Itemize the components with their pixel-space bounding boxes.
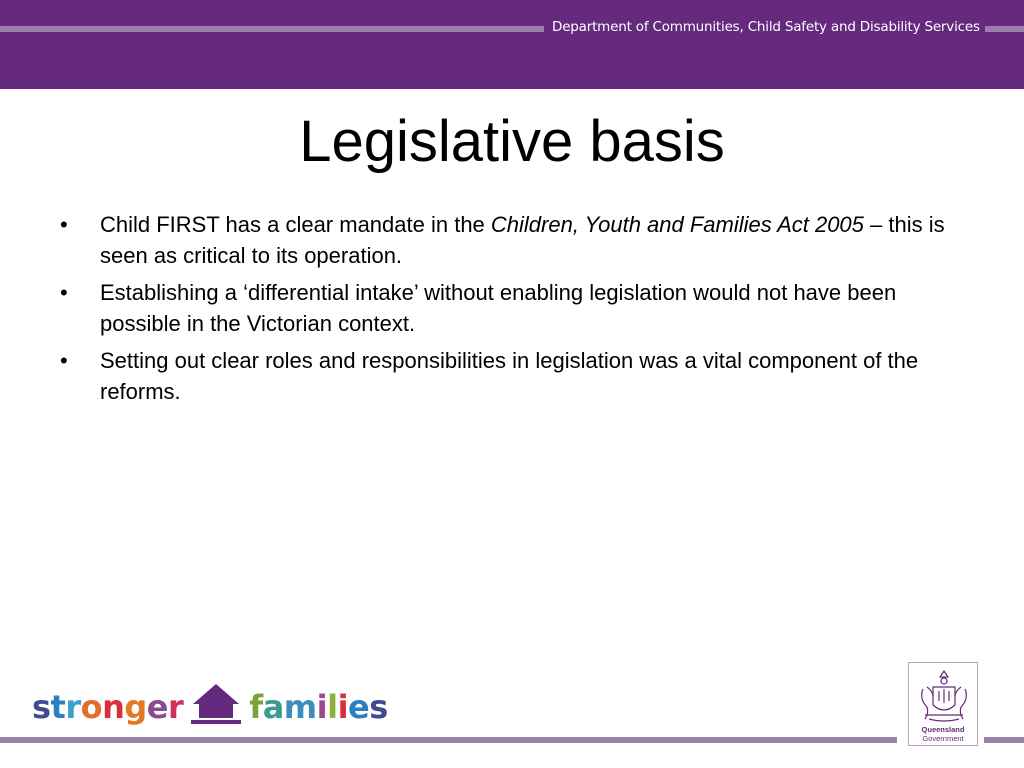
queensland-government-logo — [908, 662, 978, 746]
act-name: Children, Youth and Families Act 2005 — [490, 212, 864, 237]
bullet-item-2 — [60, 277, 980, 339]
header-accent-line — [0, 26, 544, 32]
crest-line-1: Queensland — [921, 725, 965, 734]
header-accent-line-end — [985, 26, 1024, 32]
house-icon — [191, 682, 241, 726]
footer-accent-line-end — [984, 737, 1024, 743]
stronger-families-logo — [32, 678, 388, 728]
bullet-list — [60, 209, 980, 413]
bullet-text: Setting out clear roles and responsibilities in legislation was a vital component of the reforms. — [100, 348, 919, 404]
footer-accent-line — [0, 737, 897, 743]
bullet-text-part: Child FIRST has a clear mandate in the — [100, 212, 491, 237]
queensland-crest-icon — [915, 667, 973, 723]
bullet-item-3 — [60, 345, 980, 407]
crest-line-2: Government — [922, 734, 964, 743]
bullet-text-part: – this is seen as critical to its operation. — [100, 212, 945, 268]
slide-title: Legislative basis — [299, 109, 725, 174]
bullet-item-1 — [60, 209, 980, 271]
bullet-text: Establishing a ‘differential intake’ without enabling legislation would not have been possible in the Victorian context. — [100, 280, 897, 336]
logo-word-stronger: stronger — [32, 688, 184, 726]
bullet-marker: • — [60, 348, 68, 373]
header-band — [0, 0, 1024, 89]
bullet-marker: • — [60, 280, 68, 305]
department-name: Department of Communities, Child Safety and Disability Services — [552, 19, 980, 35]
bullet-marker: • — [60, 212, 68, 237]
queensland-government-wordmark — [909, 725, 977, 743]
logo-word-families: families — [249, 688, 388, 726]
